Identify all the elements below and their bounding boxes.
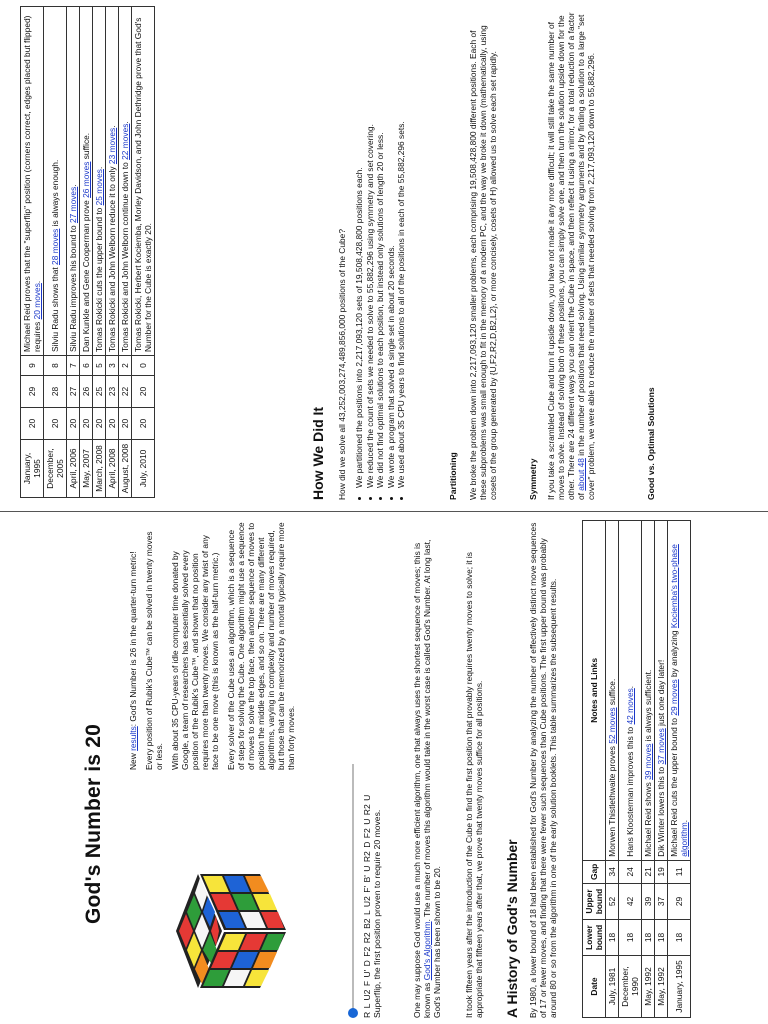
cell-lower: 20: [67, 408, 80, 440]
table-row: [132, 7, 155, 498]
table-row: [119, 7, 132, 498]
cell-upper: 20: [132, 376, 155, 408]
cell-date: May, 2007: [80, 440, 93, 498]
fifteen-years-paragraph: It took fifteen years after the introduction of the Cube to find the first position that provably requires twenty moves to solve; it is appropriate that fifteen years after that, we prove that twenty moves suffice for all positions.: [464, 552, 484, 1018]
cell-upper: 22: [119, 376, 132, 408]
how-we-did-it-heading: How We Did It: [310, 406, 326, 500]
note-link[interactable]: 42 moves: [625, 688, 635, 725]
cell-notes: Silviu Radu shows that 28 moves is always enough.: [44, 7, 67, 356]
cell-upper: 26: [80, 376, 93, 408]
history-table-continued: [20, 6, 155, 498]
history-table: [582, 520, 691, 1018]
cell-date: August, 2008: [119, 440, 132, 498]
history-heading: A History of God's Number: [504, 839, 520, 1018]
slider-handle[interactable]: [348, 1008, 358, 1018]
list-item: • We used about 35 CPU years to find solutions to all of the positions in each of the 55,882,296 sets.: [396, 0, 406, 488]
cell-date: December, 2005: [44, 440, 67, 498]
cell-lower: 20: [80, 408, 93, 440]
cell-date: April, 2008: [106, 440, 119, 498]
note-link[interactable]: 25 moves: [94, 169, 104, 206]
cell-date: July, 2010: [132, 440, 155, 498]
cell-gap: 0: [132, 356, 155, 376]
partitioning-heading: Partitioning: [448, 452, 458, 500]
table-row: [80, 7, 93, 498]
cell-notes: Tomas Rokicki cuts the upper bound to 25 moves.: [93, 7, 106, 356]
cell-gap: 7: [67, 356, 80, 376]
table-row: [106, 7, 119, 498]
cell-notes: Dan Kunkle and Gene Cooperman prove 26 moves suffice.: [80, 7, 93, 356]
header-lower-bound: Lower bound: [583, 920, 606, 956]
cell-date: April, 2006: [67, 440, 80, 498]
intro-paragraph-2: Every position of Rubik's Cube™ can be solved in twenty moves or less.: [144, 531, 164, 770]
column-divider: [0, 511, 768, 512]
cell-notes: Tomas Rokicki, Herbert Kociemba, Morley Davidson, and John Dethridge prove that God's Number for the Cube is exactly 20.: [132, 7, 155, 356]
how-question: How did we solve all 43,252,003,274,489,856,000 positions of the Cube?: [337, 229, 347, 500]
cell-date: January, 1995: [21, 440, 44, 498]
cell-date: March, 2008: [93, 440, 106, 498]
cell-notes: Tomas Rokicki and John Welborn reduce it to only 23 moves.: [106, 7, 119, 356]
symmetry-heading: Symmetry: [528, 458, 538, 500]
results-link[interactable]: results: [128, 726, 138, 751]
kociemba-link[interactable]: Kociemba's two-phase algorithm: [669, 544, 689, 857]
about-48-link[interactable]: about 48: [576, 458, 586, 491]
note-link[interactable]: 23 moves: [107, 127, 117, 165]
cell-gap: 2: [119, 356, 132, 376]
cell-lower: 20: [119, 408, 132, 440]
intro-paragraph-4: Every solver of the Cube uses an algorithm, which is a sequence of steps for solving the Cube. One algorithm might use a sequence of moves to solve the top face, then another sequence of moves to position the middle edges, and so on. There are many different algorithms, varying in complexity and number of moves required, but those that can be memorized by a mortal typically require more than forty moves.: [226, 522, 296, 770]
table-row: May, 1992 18 39 21 Michael Reid shows 39 moves is always sufficient.: [642, 521, 655, 1018]
page-title: God's Number is 20: [82, 724, 105, 924]
table-row: [93, 7, 106, 498]
partitioning-paragraph: We broke the problem down into 2,217,093,120 smaller problems, each comprising 19,508,428,800 different positions. Each of these subproblems was small enough to fit in the memory of a modern PC, and the way we broke it down (mathematically, using cosets of the group generated by {U,F2,R2,D,B2,L2}, or more concisely, cosets of H) allowed us to solve each set rapidly.: [468, 25, 498, 500]
superflip-caption: Superflip, the first position proven to require 20 moves.: [372, 809, 382, 1018]
intro-section: [128, 522, 302, 770]
history-table-header: [583, 521, 606, 1018]
note-link[interactable]: 20 moves: [32, 283, 42, 320]
list-item: • We did not find optimal solutions to each position, but instead only solutions of length 20 or less.: [375, 0, 385, 488]
note-link[interactable]: 39 moves: [643, 743, 653, 780]
cell-notes: Tomas Rokicki and John Welborn continue down to 22 moves.: [119, 7, 132, 356]
note-link[interactable]: 28 moves: [50, 228, 60, 265]
header-notes: Notes and Links: [583, 521, 606, 861]
left-column: [0, 516, 768, 1024]
table-row: December, 1990 18 42 24 Hans Kloosterman improves this to 42 moves.: [619, 521, 642, 1018]
header-gap: Gap: [583, 860, 606, 883]
cell-lower: 20: [21, 408, 44, 440]
cell-notes: Michael Reid proves that the "superflip" position (corners correct, edges placed but flipped) requires 20 moves.: [21, 7, 44, 356]
cell-upper: 29: [21, 376, 44, 408]
how-bullet-list: [354, 0, 407, 500]
note-link[interactable]: 27 moves: [68, 186, 78, 224]
right-column: [0, 0, 768, 504]
gods-algorithm-link[interactable]: God's Algorithm: [422, 921, 432, 981]
note-link[interactable]: 26 moves: [81, 161, 91, 198]
cell-lower: 20: [132, 408, 155, 440]
cube-caption: [362, 764, 382, 1018]
intro-paragraph-3: With about 35 CPU-years of idle computer time donated by Google, a team of researchers has essentially solved every position of the Rubik's Cube™, and shown that no position requires more than twenty moves. We consider any twist of any face to be one move (this is known as the half-turn metric.): [170, 535, 220, 770]
good-vs-optimal-heading: Good vs. Optimal Solutions: [646, 387, 656, 500]
table-row: July, 1981 18 52 34 Morwen Thistlethwaite proves 52 moves suffice.: [606, 521, 619, 1018]
move-slider[interactable]: [348, 764, 358, 1018]
symmetry-paragraph: If you take a scrambled Cube and turn it upside down, you have not made it any more difficult; it will still take the same number of moves to solve. Instead of solving both of these positions, you can simply solve one, and then turn the solution upside down for the other. There are 24 different ways you can orient the Cube in space, and then reflect it using a mirror, for a total reduction of a factor of about 48 in the number of positions that need solving. Using similar symmetry arguments and by finding a solution to a large "set cover" problem, we were able to reduce the number of sets that needed solving from 2,217,093,120 down to 55,882,296.: [546, 12, 596, 500]
header-upper-bound: Upper bound: [583, 884, 606, 920]
table-row: January, 1995 18 29 11 Michael Reid cuts the upper bound to 29 moves by analyzing Kociemba's two-phase algorithm.: [668, 521, 691, 1018]
note-link[interactable]: 29 moves: [669, 679, 679, 716]
cell-lower: 20: [93, 408, 106, 440]
cell-gap: 3: [106, 356, 119, 376]
cell-upper: 23: [106, 376, 119, 408]
cell-notes: Silviu Radu improves his bound to 27 moves.: [67, 7, 80, 356]
move-sequence: R L U2 F U' D F2 R2 B2 L U2 F' B' U R2 D F2 U R2 U: [362, 794, 372, 1018]
cell-gap: 8: [44, 356, 67, 376]
cell-upper: 28: [44, 376, 67, 408]
table-row: [44, 7, 67, 498]
header-date: Date: [583, 956, 606, 1018]
cell-lower: 20: [44, 408, 67, 440]
table-row: May, 1992 18 37 19 Dik Winter lowers this to 37 moves just one day later!: [655, 521, 668, 1018]
intro-new-results: New results: God's Number is 26 in the quarter-turn metric!: [128, 551, 138, 770]
list-item: • We partitioned the positions into 2,217,093,120 sets of 19,508,428,800 positions each.: [354, 0, 364, 488]
cell-upper: 27: [67, 376, 80, 408]
slider-track: [352, 764, 354, 1012]
note-link[interactable]: 22 moves: [120, 123, 130, 160]
cell-gap: 6: [80, 356, 93, 376]
note-link[interactable]: 37 moves: [656, 728, 666, 765]
list-item: • We reduced the count of sets we needed to solve to 55,882,296 using symmetry and set covering.: [365, 0, 375, 488]
note-link[interactable]: 52 moves: [607, 707, 617, 744]
cell-gap: 5: [93, 356, 106, 376]
cell-lower: 20: [106, 408, 119, 440]
rubiks-cube-image: [172, 866, 290, 996]
table-row: [21, 7, 44, 498]
table-row: [67, 7, 80, 498]
cell-upper: 25: [93, 376, 106, 408]
list-item: • We wrote a program that solved a single set in about 20 seconds.: [386, 0, 396, 488]
history-paragraph: By 1980, a lower bound of 18 had been established for God's Number by analyzing the number of effectively distinct move sequences of 17 or fewer moves, and finding that there were fewer such sequences than Cube positions. The first upper bound was probably around 80 or so from the algorithm in one of the early solution booklets. This table summarizes the subsequent results.: [528, 522, 558, 1018]
gods-algorithm-paragraph: One may suppose God would use a much more efficient algorithm, one that always uses the shortest sequence of moves; this is known as God's Algorithm. The number of moves this algorithm would take in the worst case is called God's Number. At long last, God's Number has been shown to be 20.: [412, 539, 442, 1018]
cell-gap: 9: [21, 356, 44, 376]
